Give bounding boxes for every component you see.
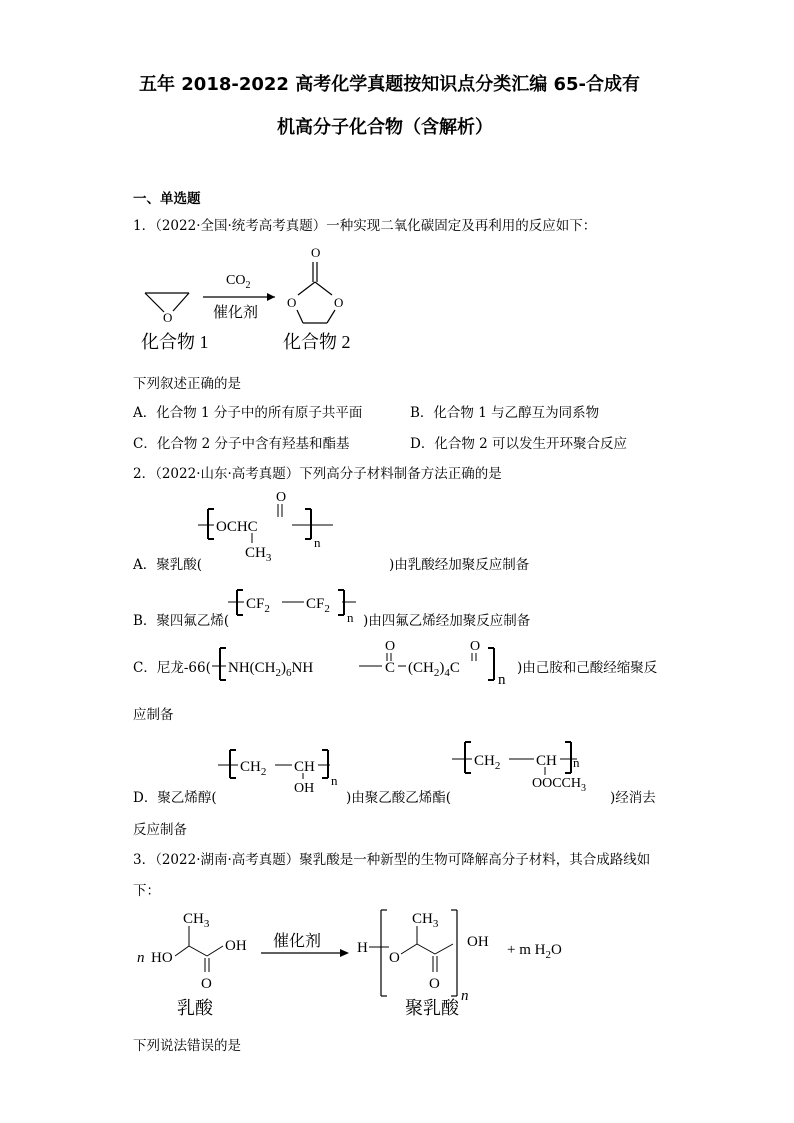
svg-text:n: n (573, 755, 580, 770)
svg-text:CH3: $CH_3$ (245, 545, 272, 564)
water-byproduct: + m $H_2O$ (507, 942, 562, 961)
svg-text:O: O (429, 976, 440, 992)
q1-option-a[interactable]: A．化合物 1 分子中的所有原子共平面 (133, 405, 363, 421)
q3-ask: 下列说法错误的是 (133, 1038, 241, 1054)
compound1-label: 化合物 1 (141, 332, 209, 352)
svg-text:催化剂: 催化剂 (273, 933, 322, 950)
svg-text:CH: CH (536, 753, 557, 769)
compound2-label: 化合物 2 (283, 332, 351, 352)
svg-text:O: O (389, 950, 400, 966)
svg-text:CH2: $CH_2$ (474, 753, 501, 772)
q2-option-b-suffix: )由四氟乙烯经加聚反应制备 (363, 613, 531, 629)
ptfe-formula (228, 588, 363, 628)
pla-label: 聚乳酸 (405, 998, 459, 1018)
svg-text:OCHC: OCHC (216, 519, 258, 535)
svg-text:C: C (385, 660, 396, 676)
polylactic-acid-structure (357, 910, 489, 1004)
polyvinyl-alcohol-formula (218, 745, 348, 800)
lactic-acid-label: 乳酸 (177, 998, 213, 1018)
reagent-co2: $CO_2$ (226, 273, 251, 291)
q1-reaction-scheme (133, 240, 373, 355)
svg-text:CH3: $CH_3$ (183, 911, 210, 930)
q1-ask: 下列叙述正确的是 (133, 376, 241, 392)
polylactic-acid-formula (198, 487, 338, 569)
q2-option-c-cont: 应制备 (133, 707, 174, 723)
svg-text:n: n (461, 988, 469, 1004)
q2-option-d-cont: 反应制备 (133, 822, 187, 838)
q3-reaction-scheme (133, 904, 613, 1024)
q1-stem: 1．（2022·全国·统考高考真题）一种实现二氧化碳固定及再利用的反应如下： (133, 218, 597, 234)
q2-option-c-prefix[interactable]: C．尼龙-66( (133, 660, 211, 676)
svg-text:OOCCH3: $OOCCH_3$ (532, 776, 587, 794)
svg-text:H: H (357, 940, 368, 956)
q2-option-d-prefix[interactable]: D．聚乙烯醇( (133, 790, 217, 806)
svg-text:n: n (331, 773, 338, 788)
svg-text:CF2: $CF_2$ (246, 596, 270, 615)
q1-option-d[interactable]: D．化合物 2 可以发生开环聚合反应 (410, 436, 627, 452)
polyvinyl-acetate-formula (452, 735, 610, 805)
svg-text:CH: CH (294, 759, 315, 775)
q3-stem-line2: 下： (133, 883, 160, 899)
cyclic-carbonate-structure (287, 245, 343, 323)
page-title-line2: 机高分子化合物（含解析） (277, 117, 493, 138)
svg-text:OH: OH (225, 938, 247, 954)
catalyst-label: 催化剂 (213, 305, 259, 321)
svg-text:OH: OH (294, 781, 315, 796)
svg-text:(CH2)4C: $(CH_2)_4C$ (408, 660, 460, 679)
svg-text:OH: OH (467, 934, 489, 950)
epoxide-oxygen: O (163, 310, 173, 325)
q2-option-d-mid: )由聚乙酸乙烯酯( (346, 790, 452, 806)
svg-text:O: O (276, 490, 287, 505)
svg-text:NH(CH2)6NH: $NH(CH_2)_6NH$ (228, 660, 314, 679)
q2-option-d-suffix: )经消去 (610, 790, 656, 806)
q1-option-b[interactable]: B．化合物 1 与乙醇互为同系物 (410, 405, 600, 421)
nylon66-formula (212, 636, 517, 686)
svg-text:O: O (334, 295, 344, 310)
q2-option-b-prefix[interactable]: B．聚四氟乙烯( (133, 613, 230, 629)
svg-text:n: n (137, 950, 145, 966)
q3-stem-line1: 3．（2022·湖南·高考真题）聚乳酸是一种新型的生物可降解高分子材料，其合成路线如 (133, 852, 651, 868)
epoxide-structure (145, 293, 189, 325)
section-heading: 一、单选题 (133, 191, 201, 207)
svg-text:O: O (385, 639, 396, 654)
lactic-acid-structure (137, 911, 247, 992)
svg-text:O: O (287, 295, 297, 310)
svg-text:O: O (201, 976, 212, 992)
q1-option-c[interactable]: C．化合物 2 分子中含有羟基和酯基 (133, 436, 350, 452)
svg-text:n: n (498, 672, 506, 686)
svg-text:HO: HO (151, 950, 173, 966)
svg-text:n: n (314, 535, 321, 550)
q2-option-a-suffix: )由乳酸经加聚反应制备 (389, 557, 530, 573)
svg-text:n: n (347, 610, 354, 625)
svg-text:O: O (470, 639, 481, 654)
svg-text:O: O (311, 245, 321, 260)
page-title-line1: 五年 2018-2022 高考化学真题按知识点分类汇编 65-合成有 (139, 74, 640, 95)
q2-option-a-prefix[interactable]: A．聚乳酸( (133, 557, 203, 573)
q2-option-c-suffix: )由己胺和己酸经缩聚反 (517, 660, 658, 676)
q2-stem: 2．（2022·山东·高考真题）下列高分子材料制备方法正确的是 (133, 466, 502, 482)
svg-text:CH3: $CH_3$ (412, 911, 439, 930)
svg-text:CH2: $CH_2$ (240, 759, 267, 778)
svg-text:CF2: $CF_2$ (306, 596, 330, 615)
